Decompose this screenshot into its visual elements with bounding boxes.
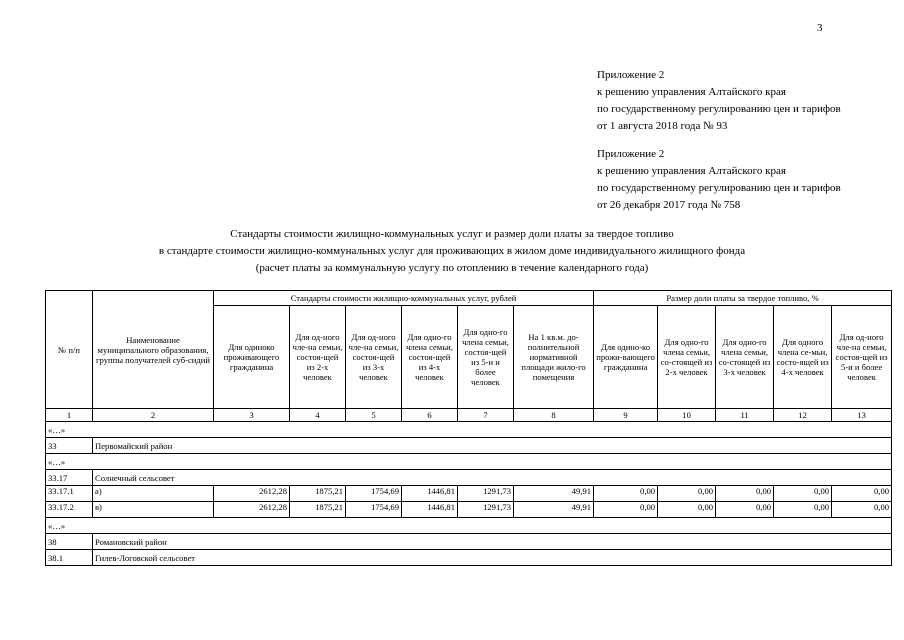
appendix-line: Приложение 2 — [597, 69, 665, 81]
value-cell: 0,00 — [832, 502, 892, 518]
col-number: 5 — [346, 409, 402, 422]
value-cell: 0,00 — [716, 502, 774, 518]
row-name: Романовский район — [93, 534, 892, 550]
appendix-line: к решению управления Алтайского края — [597, 165, 786, 177]
header-col-8: На 1 кв.м. до-полнительной нормативной площади жило-го помещения — [514, 306, 594, 409]
row-name: в) — [93, 502, 214, 518]
table-row-ellipsis — [46, 518, 892, 534]
value-cell: 0,00 — [658, 502, 716, 518]
value-cell: 0,00 — [716, 486, 774, 502]
value-cell: 0,00 — [658, 486, 716, 502]
value-cell: 1446,81 — [402, 486, 458, 502]
value-cell: 2612,28 — [214, 486, 290, 502]
value-cell: 1446,81 — [402, 502, 458, 518]
table-row — [46, 502, 892, 518]
col-number: 9 — [594, 409, 658, 422]
row-name: Солнечный сельсовет — [93, 470, 892, 486]
row-no: 33 — [46, 438, 93, 454]
value-cell: 0,00 — [832, 486, 892, 502]
header-name: Наименование муниципального образования, группы получателей суб-сидий — [93, 291, 214, 409]
row-name: а) — [93, 486, 214, 502]
header-col-3: Для одиноко проживающего гражданина — [214, 306, 290, 409]
header-col-13: Для од-ного чле-на семьи, состоя-щей из 5-и и более человек — [832, 306, 892, 409]
value-cell: 1875,21 — [290, 502, 346, 518]
ellipsis-cell: «…» — [46, 518, 892, 534]
page-number: 3 — [817, 22, 823, 34]
row-name: Первомайский район — [93, 438, 892, 454]
appendix-line: к решению управления Алтайского края — [597, 86, 786, 98]
table-row-ellipsis — [46, 454, 892, 470]
header-col-9: Для одино-ко прожи-вающего гражданина — [594, 306, 658, 409]
row-no: 33.17.1 — [46, 486, 93, 502]
value-cell: 2612,28 — [214, 502, 290, 518]
document-title — [0, 226, 904, 277]
col-number: 12 — [774, 409, 832, 422]
appendix-note-2 — [597, 146, 841, 214]
value-cell: 0,00 — [774, 486, 832, 502]
header-no: № п/п — [46, 291, 93, 409]
header-share-group: Размер доли платы за твердое топливо, % — [594, 291, 892, 306]
row-name: Гилев-Логовской сельсовет — [93, 550, 892, 566]
value-cell: 1875,21 — [290, 486, 346, 502]
row-no: 38.1 — [46, 550, 93, 566]
column-number-row — [46, 409, 892, 422]
row-no: 33.17.2 — [46, 502, 93, 518]
value-cell: 0,00 — [594, 486, 658, 502]
ellipsis-cell: «…» — [46, 422, 892, 438]
col-number: 1 — [46, 409, 93, 422]
col-number: 11 — [716, 409, 774, 422]
col-number: 6 — [402, 409, 458, 422]
col-number: 2 — [93, 409, 214, 422]
header-row-group — [46, 291, 892, 306]
value-cell: 0,00 — [594, 502, 658, 518]
value-cell: 1754,69 — [346, 486, 402, 502]
appendix-line: Приложение 2 — [597, 148, 665, 160]
col-number: 13 — [832, 409, 892, 422]
appendix-line: по государственному регулированию цен и тарифов — [597, 103, 841, 115]
value-cell: 0,00 — [774, 502, 832, 518]
header-col-10: Для одно-го члена семьи, со-стоящей из 2-х человек — [658, 306, 716, 409]
col-number: 10 — [658, 409, 716, 422]
table-row — [46, 486, 892, 502]
value-cell: 1754,69 — [346, 502, 402, 518]
header-col-11: Для одно-го члена семьи, со-стоящей из 3-х человек — [716, 306, 774, 409]
appendix-line: от 1 августа 2018 года № 93 — [597, 120, 728, 132]
table-row — [46, 550, 892, 566]
row-no: 38 — [46, 534, 93, 550]
table-row — [46, 534, 892, 550]
header-col-12: Для одного члена се-мьи, состо-ящей из 4-х человек — [774, 306, 832, 409]
col-number: 4 — [290, 409, 346, 422]
table-row-ellipsis — [46, 422, 892, 438]
title-line: Стандарты стоимости жилищно-коммунальных услуг и размер доли платы за твердое топливо — [230, 228, 674, 240]
header-col-7: Для одно-го члена семьи, состоя-щей из 5-и и более человек — [458, 306, 514, 409]
value-cell: 49,91 — [514, 502, 594, 518]
header-col-4: Для од-ного чле-на семьи, состоя-щей из 2-х человек — [290, 306, 346, 409]
title-line: (расчет платы за коммунальную услугу по отоплению в течение календарного года) — [255, 262, 649, 274]
col-number: 7 — [458, 409, 514, 422]
ellipsis-cell: «…» — [46, 454, 892, 470]
appendix-note-1 — [597, 67, 841, 135]
col-number: 8 — [514, 409, 594, 422]
value-cell: 1291,73 — [458, 486, 514, 502]
value-cell: 49,91 — [514, 486, 594, 502]
appendix-line: от 26 декабря 2017 года № 758 — [597, 199, 741, 211]
table-row — [46, 470, 892, 486]
standards-table — [45, 290, 892, 566]
value-cell: 1291,73 — [458, 502, 514, 518]
header-col-5: Для од-ного чле-на семьи, состоя-щей из 3-х человек — [346, 306, 402, 409]
table-row — [46, 438, 892, 454]
row-no: 33.17 — [46, 470, 93, 486]
col-number: 3 — [214, 409, 290, 422]
header-standards-group: Стандарты стоимости жилищно-коммунальных услуг, рублей — [214, 291, 594, 306]
appendix-line: по государственному регулированию цен и тарифов — [597, 182, 841, 194]
header-col-6: Для одно-го члена семьи, состоя-щей из 4-х человек — [402, 306, 458, 409]
title-line: в стандарте стоимости жилищно-коммунальных услуг для проживающих в жилом доме индивидуального жилищного фонда — [158, 245, 746, 257]
